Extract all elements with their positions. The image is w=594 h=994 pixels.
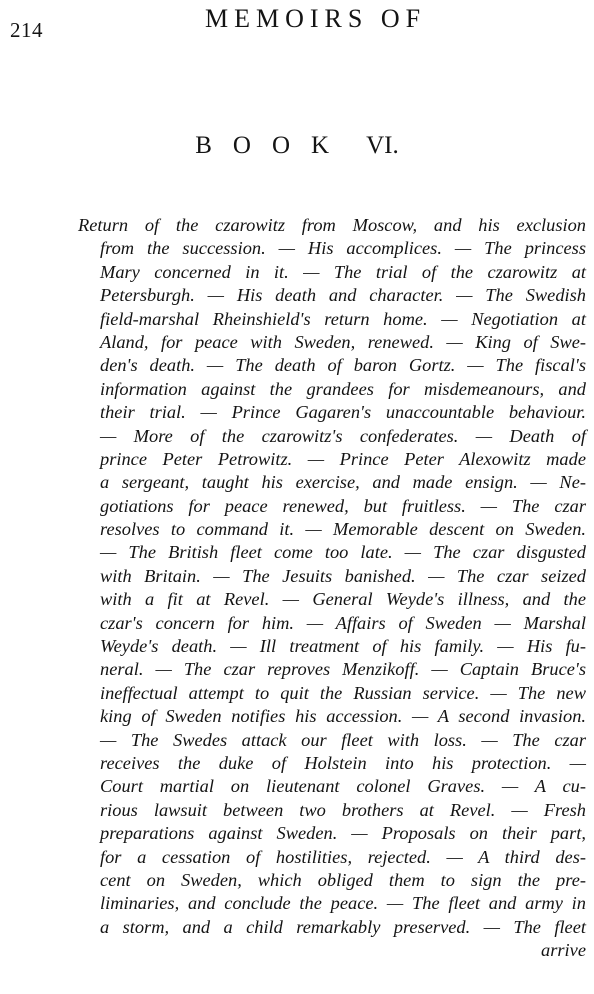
summary-line: neral. — The czar reproves Menzikoff. — Captain Bruce's <box>100 659 586 680</box>
summary-line: Weyde's death. — Ill treatment of his family. — His fu- <box>100 636 586 657</box>
summary-line: Return of the czarowitz from Moscow, and his exclusion <box>78 215 586 235</box>
summary-line: cent on Sweden, which obliged them to sign the pre- <box>100 869 586 890</box>
summary-line: — The Swedes attack our fleet with loss. — The czar <box>100 729 586 750</box>
page-number: 214 <box>10 18 43 42</box>
summary-line: Court martial on lieutenant colonel Graves. — A cu- <box>100 776 586 797</box>
summary-line: their trial. — Prince Gagaren's unaccountable behaviour. <box>100 402 586 423</box>
summary-line: gotiations for peace renewed, but fruitless. — The czar <box>100 495 586 516</box>
summary-line: from the succession. — His accomplices. — The princess <box>100 238 586 259</box>
chapter-summary <box>78 214 586 963</box>
summary-line: receives the duke of Holstein into his protection. — <box>100 752 586 773</box>
summary-line: den's death. — The death of baron Gortz. — The fiscal's <box>100 355 586 376</box>
summary-line: czar's concern for him. — Affairs of Sweden — Marshal <box>100 612 586 633</box>
summary-line: a storm, and a child remarkably preserved. — The fleet <box>100 916 586 937</box>
catchword: arrive <box>541 940 586 961</box>
summary-line: prince Peter Petrowitz. — Prince Peter Alexowitz made <box>100 448 586 469</box>
summary-line: information against the grandees for misdemeanours, and <box>100 378 586 399</box>
summary-line: Petersburgh. — His death and character. — The Swedish <box>100 285 586 306</box>
summary-line: liminaries, and conclude the peace. — The fleet and army in <box>100 893 586 914</box>
running-head: MEMOIRS OF <box>205 4 427 33</box>
summary-line: Aland, for peace with Sweden, renewed. — King of Swe- <box>100 331 586 352</box>
summary-line: preparations against Sweden. — Proposals on their part, <box>100 823 586 844</box>
summary-line: — More of the czarowitz's confederates. — Death of <box>100 425 586 446</box>
summary-line: king of Sweden notifies his accession. — A second invasion. <box>100 706 586 727</box>
summary-line: ineffectual attempt to quit the Russian service. — The new <box>100 682 586 703</box>
summary-line: for a cessation of hostilities, rejected. — A third des- <box>100 846 586 867</box>
book-heading-number: VI. <box>366 132 399 159</box>
summary-line: rious lawsuit between two brothers at Revel. — Fresh <box>100 799 586 820</box>
summary-line: with Britain. — The Jesuits banished. — The czar seized <box>100 565 586 586</box>
summary-line: Mary concerned in it. — The trial of the czarowitz at <box>100 261 586 282</box>
book-heading <box>0 132 594 160</box>
summary-line: a sergeant, taught his exercise, and made ensign. — Ne- <box>100 472 586 493</box>
summary-line: resolves to command it. — Memorable descent on Sweden. <box>100 519 586 540</box>
book-heading-word: BOOK <box>195 132 351 159</box>
summary-line: with a fit at Revel. — General Weyde's illness, and the <box>100 589 586 610</box>
summary-line: field-marshal Rheinshield's return home. — Negotiation at <box>100 308 586 329</box>
summary-line: — The British fleet come too late. — The czar disgusted <box>100 542 586 563</box>
